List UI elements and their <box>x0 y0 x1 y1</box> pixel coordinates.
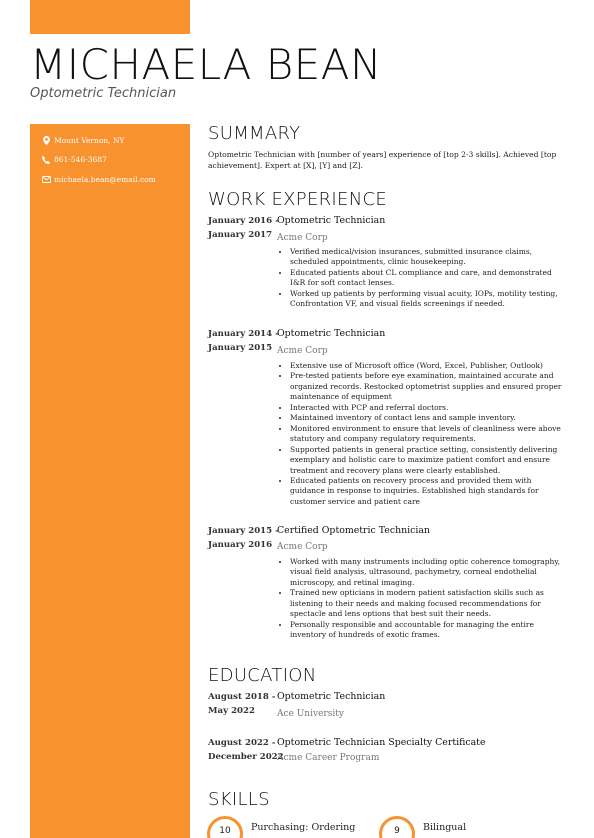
summary-heading: SUMMARY <box>208 123 301 144</box>
job-3-date-end: January 2016 <box>208 539 273 550</box>
skill-1-level: 10 <box>219 826 231 836</box>
skill-1-rating <box>207 816 243 838</box>
list-item: • Interacted with PCP and referral doctors. <box>290 403 568 413</box>
education-heading: EDUCATION <box>208 665 317 686</box>
contact-phone-text: 861-546-3687 <box>54 155 107 164</box>
job-2-date-start: January 2014 - <box>208 329 279 339</box>
job-1-dates <box>208 215 279 242</box>
list-item: • Pre-tested patients before eye examination, maintained accurate and organized records. Restocked optometrist supplies and ensured proper maintenance of equipment <box>290 371 568 402</box>
skill-2-name: Bilingual <box>423 822 467 833</box>
edu-2-dates <box>208 737 284 764</box>
list-item: • Trained new opticians in modern patient satisfaction skills such as listening to their needs and making focused recommendations for spectacle and lens options that best suit their needs. <box>290 588 568 619</box>
edu-1-title: Optometric Technician <box>277 691 386 702</box>
job-2-date-end: January 2015 <box>208 342 273 353</box>
list-item: • Educated patients about CL compliance and care, and demonstrated I&R for soft contact lenses. <box>290 268 568 289</box>
list-item: • Worked up patients by performing visual acuity, IOPs, motility testing, Confrontation VF, and visual fields screenings if needed. <box>290 289 568 310</box>
job-3-date-start: January 2015 - <box>208 526 279 536</box>
envelope-icon <box>40 176 52 183</box>
list-item: • Verified medical/vision insurances, submitted insurance claims, scheduled appointments, clinic housekeeping. <box>290 247 568 268</box>
job-1-bullets <box>290 247 568 310</box>
job-2-dates <box>208 328 279 355</box>
contact-phone <box>40 155 107 164</box>
list-item: • Worked with many instruments including optic coherence tomography, visual field analysis, ultrasound, pachymetry, corneal endothelial microscopy, and retinal imaging. <box>290 557 568 588</box>
edu-2-date-end: December 2022 <box>208 751 284 762</box>
edu-2-school: Acme Career Program <box>277 753 380 763</box>
edu-1-school: Ace University <box>277 709 344 719</box>
phone-icon <box>40 156 52 164</box>
contact-email[interactable] <box>40 175 156 184</box>
list-item: • Maintained inventory of contact lens and sample inventory. <box>290 413 568 423</box>
candidate-subtitle: Optometric Technician <box>30 86 177 101</box>
skill-2-level: 9 <box>394 826 400 836</box>
summary-text: Optometric Technician with [number of years] experience of [top 2-3 skills]. Achieved [top achievement]. Expert at [X], [Y] and [Z]. <box>208 150 557 170</box>
list-item: • Educated patients on recovery process and provided them with guidance in response to inquiries. Established high standards for customer service and patient care <box>290 476 568 507</box>
list-item: • Monitored environment to ensure that levels of cleanliness were above statutory and company regulatory requirements. <box>290 424 568 445</box>
edu-1-date-start: August 2018 - <box>208 692 276 702</box>
job-3-dates <box>208 525 279 552</box>
job-1-date-end: January 2017 <box>208 229 273 240</box>
job-2-company: Acme Corp <box>277 346 328 356</box>
job-1-company: Acme Corp <box>277 233 328 243</box>
list-item: • Extensive use of Microsoft office (Word, Excel, Publisher, Outlook) <box>290 361 568 371</box>
job-2-title: Optometric Technician <box>277 328 386 339</box>
list-item: • Supported patients in general practice setting, consistently delivering exemplary and holistic care to maximize patient comfort and ensure treatment and recovery plans were clearly established. <box>290 445 568 476</box>
job-1-date-start: January 2016 - <box>208 216 279 226</box>
contact-email-text[interactable]: michaela.bean@email.com <box>54 175 156 184</box>
list-item: • Personally responsible and accountable for managing the entire inventory of hundreds of exotic frames. <box>290 620 568 641</box>
map-pin-icon <box>40 136 52 145</box>
job-3-company: Acme Corp <box>277 542 328 552</box>
edu-1-dates <box>208 691 275 718</box>
edu-1-date-end: May 2022 <box>208 705 255 716</box>
skill-2-rating <box>379 816 415 838</box>
job-2-bullets <box>290 361 568 507</box>
job-3-bullets <box>290 557 568 641</box>
sidebar <box>30 124 190 838</box>
candidate-name: MICHAELA BEAN <box>30 40 382 89</box>
skills-heading: SKILLS <box>208 789 270 810</box>
contact-location-text: Mount Vernon, NY <box>54 136 125 145</box>
skill-1-name: Purchasing: Ordering <box>251 822 356 833</box>
job-3-title: Certified Optometric Technician <box>277 525 431 536</box>
edu-2-title: Optometric Technician Specialty Certificate <box>277 737 486 748</box>
edu-2-date-start: August 2022 - <box>208 738 276 748</box>
sidebar-top-accent <box>30 0 190 34</box>
work-experience-heading: WORK EXPERIENCE <box>208 189 388 210</box>
job-1-title: Optometric Technician <box>277 215 386 226</box>
contact-location <box>40 136 124 145</box>
